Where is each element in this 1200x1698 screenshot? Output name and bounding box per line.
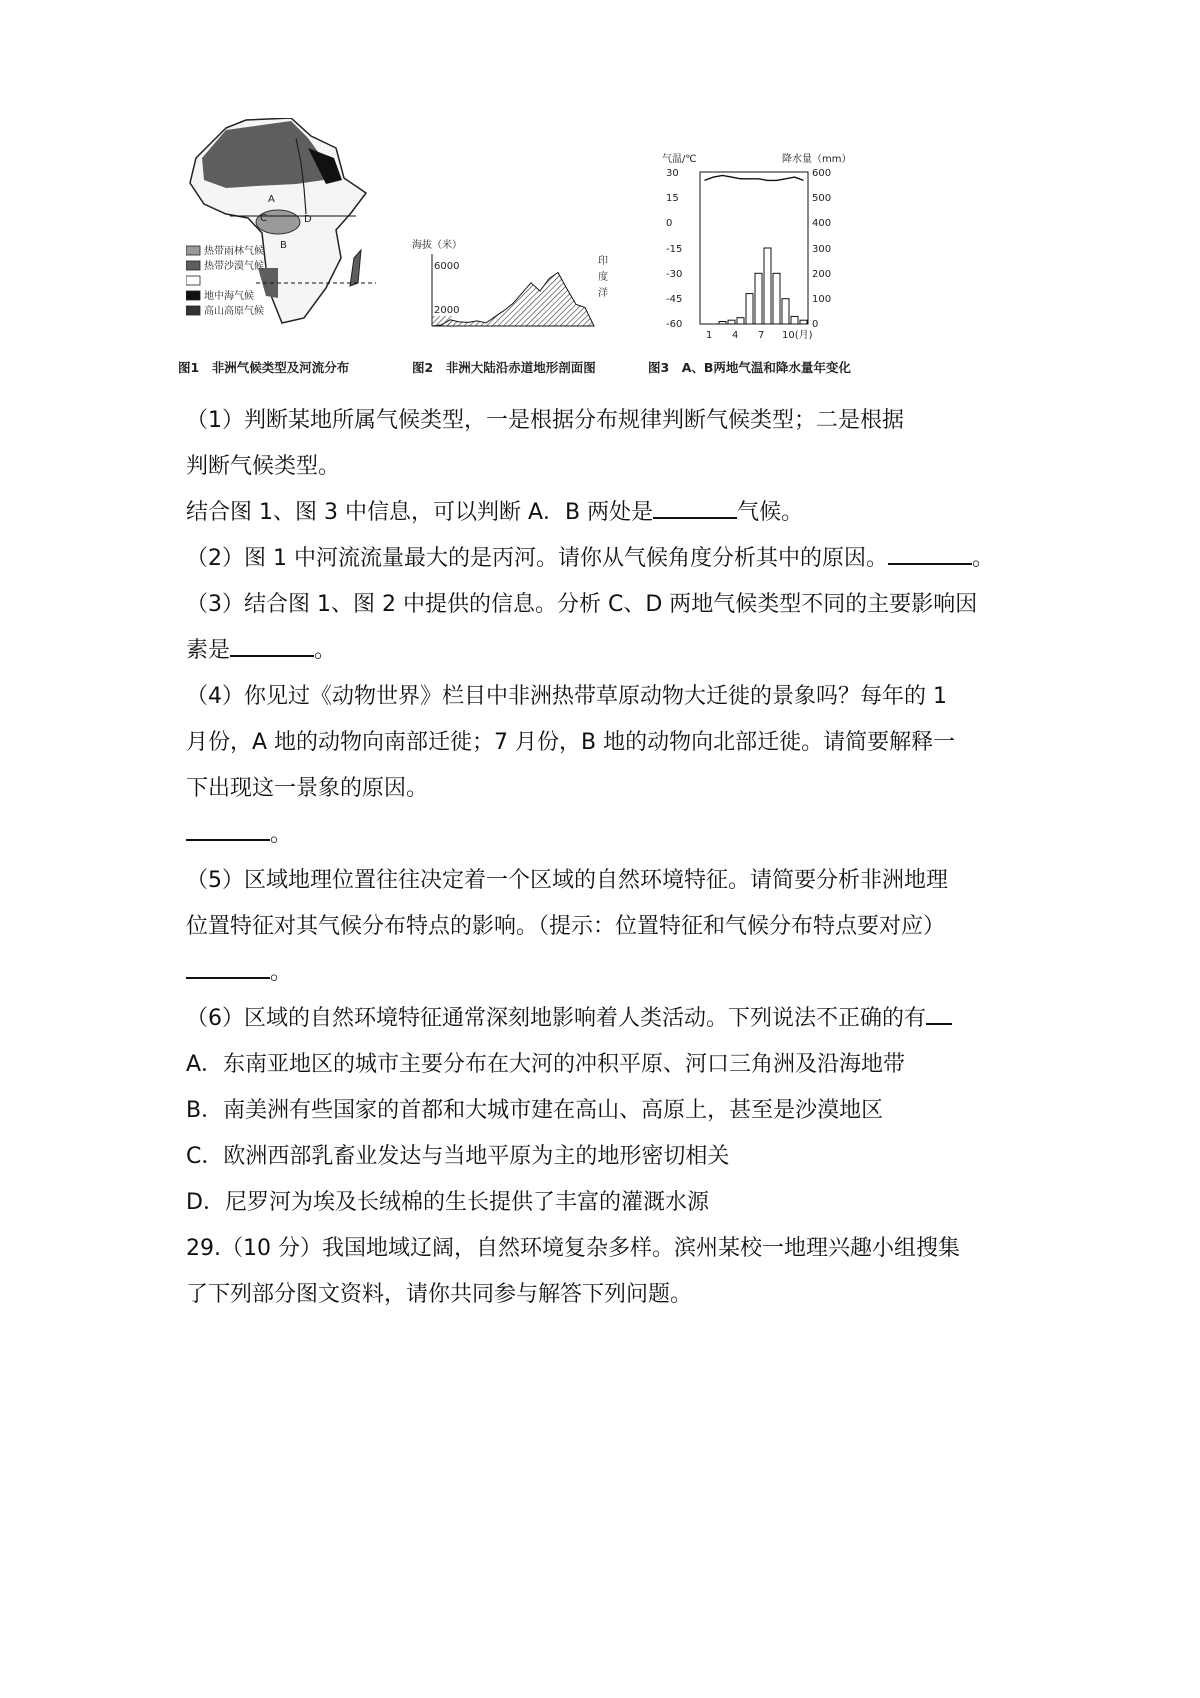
text-line	[186, 950, 1046, 996]
profile-side-label: 印	[598, 256, 608, 267]
precip-ticks	[812, 168, 831, 330]
line-text: 。	[270, 960, 293, 985]
line-text: （3）结合图 1、图 2 中提供的信息。分析 C、D 两地气候类型不同的主要影响因	[186, 592, 978, 617]
question-text	[186, 398, 1046, 1318]
figure-row	[178, 118, 946, 380]
line-text: 气候。	[737, 500, 804, 525]
month-tick: 7	[758, 330, 765, 341]
precip-bar	[728, 320, 735, 324]
south-desert-zone	[258, 268, 278, 298]
precip-bar	[791, 316, 798, 324]
text-line	[186, 904, 1046, 950]
temperature-tick: 0	[666, 218, 673, 229]
text-line	[186, 1226, 1046, 1272]
text-line	[186, 1180, 1046, 1226]
temperature-line	[705, 175, 804, 180]
line-text: （6）区域的自然环境特征通常深刻地影响着人类活动。下列说法不正确的有	[186, 1006, 926, 1031]
precip-bar	[782, 299, 789, 324]
map-label-c: C	[260, 213, 267, 224]
line-text: 。	[971, 546, 994, 571]
profile-y-title: 海拔（米）	[412, 240, 462, 251]
text-line	[186, 398, 1046, 444]
text-line	[186, 720, 1046, 766]
figure-1	[186, 118, 396, 348]
answer-blank[interactable]	[186, 815, 270, 841]
answer-blank[interactable]	[888, 539, 972, 565]
text-line	[186, 674, 1046, 720]
africa-map	[186, 118, 396, 348]
text-line	[186, 444, 1046, 490]
text-line	[186, 858, 1046, 904]
figure-1-caption: 图1 非洲气候类型及河流分布	[178, 360, 350, 375]
precip-bar	[746, 294, 753, 324]
precip-bars	[719, 248, 807, 324]
line-text: B．南美洲有些国家的首都和大城市建在高山、高原上，甚至是沙漠地区	[186, 1098, 884, 1123]
legend-label: 地中海气候	[204, 291, 254, 302]
text-line	[186, 1134, 1046, 1180]
text-line	[186, 1042, 1046, 1088]
month-tick: 4	[732, 330, 739, 341]
profile-side-label: 度	[598, 272, 608, 283]
month-tick: 1	[706, 330, 713, 341]
answer-blank[interactable]	[926, 999, 952, 1025]
precip-bar	[755, 273, 762, 324]
temperature-tick: 15	[666, 193, 679, 204]
temperature-tick: -60	[666, 319, 683, 330]
precip-tick: 400	[812, 218, 832, 229]
map-label-b: B	[280, 240, 287, 251]
text-line	[186, 536, 1046, 582]
map-legend	[186, 244, 264, 317]
text-line	[186, 582, 1046, 628]
figure-3-caption: 图3 A、B两地气温和降水量年变化	[648, 360, 851, 375]
precip-axis-title: 降水量（mm）	[782, 154, 852, 165]
profile-y-tick: 6000	[434, 261, 460, 272]
precip-tick: 500	[812, 193, 832, 204]
map-label-a: A	[268, 194, 275, 205]
answer-blank[interactable]	[186, 953, 270, 979]
precip-bar	[719, 322, 726, 325]
line-text: （1）判断某地所属气候类型，一是根据分布规律判断气候类型；二是根据	[186, 408, 904, 433]
precip-bar	[773, 273, 780, 324]
line-text: 下出现这一景象的原因。	[186, 776, 429, 801]
figure-2	[412, 236, 612, 348]
figure-3	[662, 152, 862, 348]
line-text: 。	[314, 638, 337, 663]
madagascar	[350, 250, 361, 286]
precip-tick: 200	[812, 269, 832, 280]
terrain-area	[432, 273, 594, 327]
legend-label: 热带沙漠气候	[204, 261, 264, 272]
desert-zone	[202, 121, 326, 188]
precip-bar	[764, 248, 771, 324]
line-text: 位置特征对其气候分布特点的影响。（提示：位置特征和气候分布特点要对应）	[186, 914, 946, 939]
profile-y-tick: 2000	[434, 305, 460, 316]
temperature-tick: 30	[666, 168, 679, 179]
month-tick: 10(月)	[782, 330, 813, 341]
temperature-tick: -30	[666, 269, 683, 280]
legend-label: 热带雨林气候	[204, 246, 264, 257]
answer-blank[interactable]	[230, 631, 314, 657]
text-line	[186, 628, 1046, 674]
map-label-d: D	[304, 214, 312, 225]
profile-side-label: 洋	[598, 288, 608, 299]
terrain-profile	[412, 236, 612, 348]
text-line	[186, 996, 1046, 1042]
line-text: 结合图 1、图 3 中信息，可以判断 A．B 两处是	[186, 500, 654, 525]
text-line	[186, 812, 1046, 858]
line-text: （5）区域地理位置往往决定着一个区域的自然环境特征。请简要分析非洲地理	[186, 868, 948, 893]
temperature-ticks	[666, 168, 682, 330]
text-line	[186, 1272, 1046, 1318]
figure-2-caption: 图2 非洲大陆沿赤道地形剖面图	[412, 360, 596, 375]
temperature-axis-title: 气温/℃	[662, 154, 697, 165]
answer-blank[interactable]	[653, 493, 737, 519]
temperature-tick: -45	[666, 294, 683, 305]
line-text: （2）图 1 中河流流量最大的是丙河。请你从气候角度分析其中的原因。	[186, 546, 888, 571]
text-line	[186, 490, 1046, 536]
line-text: （4）你见过《动物世界》栏目中非洲热带草原动物大迁徙的景象吗？每年的 1	[186, 684, 947, 709]
precip-tick: 600	[812, 168, 832, 179]
line-text: 素是	[186, 638, 231, 663]
precip-tick: 300	[812, 244, 832, 255]
line-text: C．欧洲西部乳畜业发达与当地平原为主的地形密切相关	[186, 1144, 730, 1169]
line-text: A．东南亚地区的城市主要分布在大河的冲积平原、河口三角洲及沿海地带	[186, 1052, 906, 1077]
line-text: 了下列部分图文资料，请你共同参与解答下列问题。	[186, 1282, 693, 1307]
ocean-hatch	[432, 316, 452, 326]
precip-bar	[737, 318, 744, 324]
precip-bar	[800, 320, 807, 324]
temperature-tick: -15	[666, 244, 683, 255]
text-line	[186, 1088, 1046, 1134]
precip-tick: 0	[812, 319, 819, 330]
line-text: 29.（10 分）我国地域辽阔，自然环境复杂多样。滨州某校一地理兴趣小组搜集	[186, 1236, 960, 1261]
line-text: 。	[270, 822, 293, 847]
climate-chart	[662, 152, 862, 348]
line-text: D．尼罗河为埃及长绒棉的生长提供了丰富的灌溉水源	[186, 1190, 709, 1215]
line-text: 月份，A 地的动物向南部迁徙；7 月份，B 地的动物向北部迁徙。请简要解释一	[186, 730, 956, 755]
line-text: 判断气候类型。	[186, 454, 341, 479]
legend-label: 高山高原气候	[204, 306, 264, 317]
text-line	[186, 766, 1046, 812]
precip-tick: 100	[812, 294, 832, 305]
